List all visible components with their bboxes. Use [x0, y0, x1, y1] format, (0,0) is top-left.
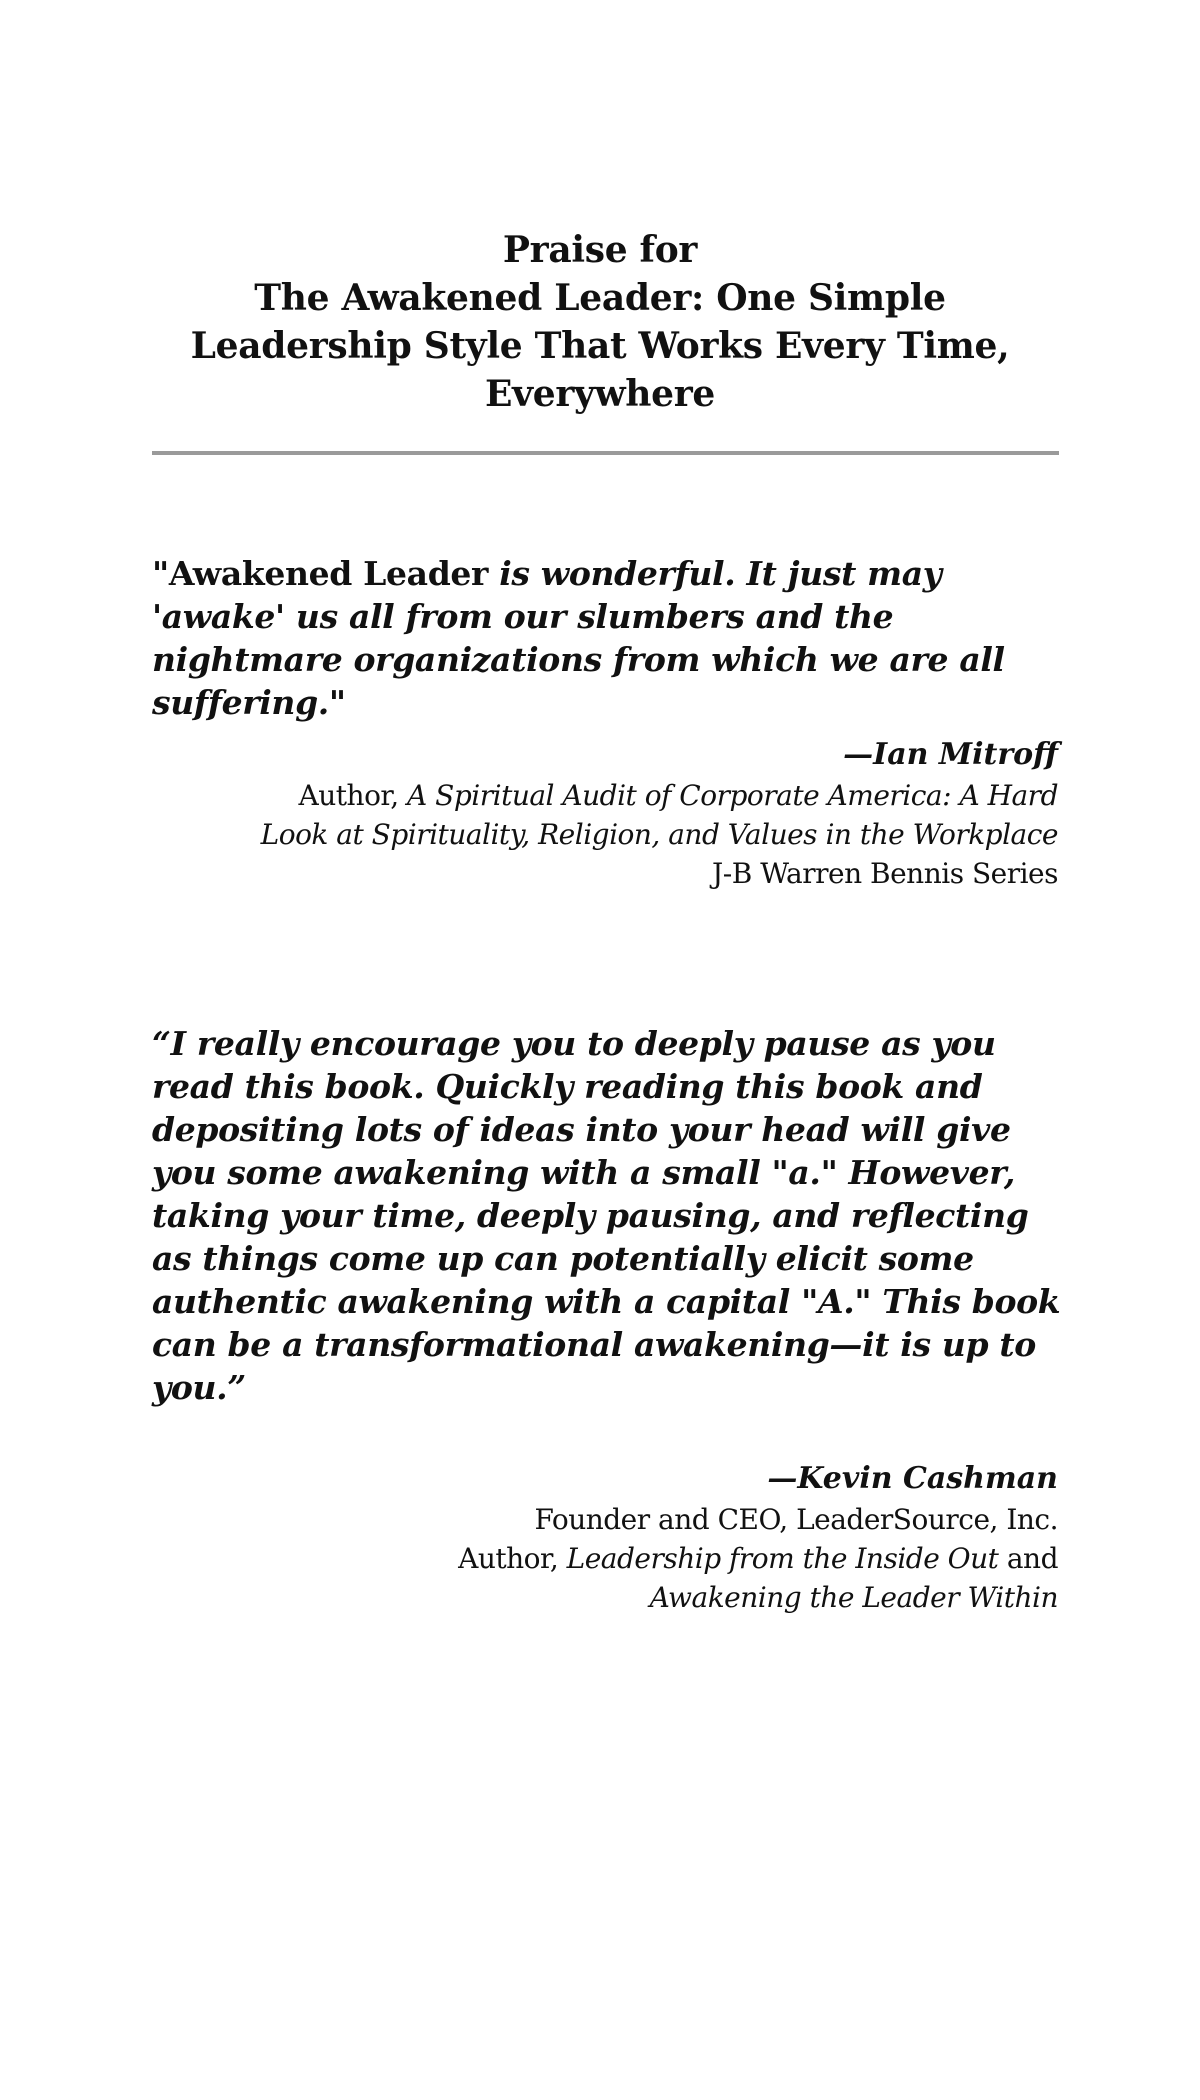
quote-text: is wonderful. It just may 'awake' us all from our slumbers and the nightmare organizations from which we are all suffering." — [152, 554, 1005, 722]
quote-book-name: "Awakened Leader — [152, 554, 489, 593]
title-line-book-title: The Awakened Leader: One Simple — [254, 277, 946, 319]
attribution-name: —Ian Mitroff — [843, 737, 1058, 772]
attribution-book-title-second: Awakening the Leader Within — [649, 1581, 1058, 1614]
title-divider — [152, 451, 1059, 455]
attribution-conjunction: and — [998, 1542, 1058, 1575]
testimonial-attribution-cashman — [118, 1458, 1058, 1617]
title-line-praise-for: Praise for — [502, 229, 698, 271]
attribution-prefix: Author, — [458, 1542, 567, 1575]
attribution-line — [118, 776, 1058, 815]
testimonial-quote-cashman: “I really encourage you to deeply pause as you read this book. Quickly reading this book and depositing lots of ideas into your head will give you some awakening with a small "a." However, taking your time, deeply pausing, and reflecting as things come up can potentially elicit some authentic awakening with a capital "A." This book can be a transformational awakening—it is up to you.” — [152, 1024, 1061, 1407]
attribution-role: Founder and CEO, LeaderSource, Inc. — [534, 1503, 1058, 1536]
attribution-line — [118, 1539, 1058, 1578]
page-title — [150, 226, 1050, 418]
attribution-line — [118, 815, 1058, 854]
attribution-book-title: A Spiritual Audit of Corporate America: A Hard — [407, 779, 1058, 812]
title-line-subtitle-end: Everywhere — [484, 373, 716, 415]
attribution-name: —Kevin Cashman — [767, 1461, 1058, 1496]
attribution-line — [118, 1578, 1058, 1617]
attribution-prefix: Author, — [298, 779, 408, 812]
attribution-series: J-B Warren Bennis Series — [712, 857, 1058, 890]
title-line-subtitle: Leadership Style That Works Every Time, — [190, 325, 1010, 367]
attribution-book-title: Leadership from the Inside Out — [566, 1542, 999, 1575]
testimonial-quote-mitroff — [152, 552, 1062, 724]
attribution-book-title-cont: Look at Spirituality, Religion, and Values in the Workplace — [260, 818, 1058, 851]
testimonial-attribution-mitroff — [118, 734, 1058, 893]
